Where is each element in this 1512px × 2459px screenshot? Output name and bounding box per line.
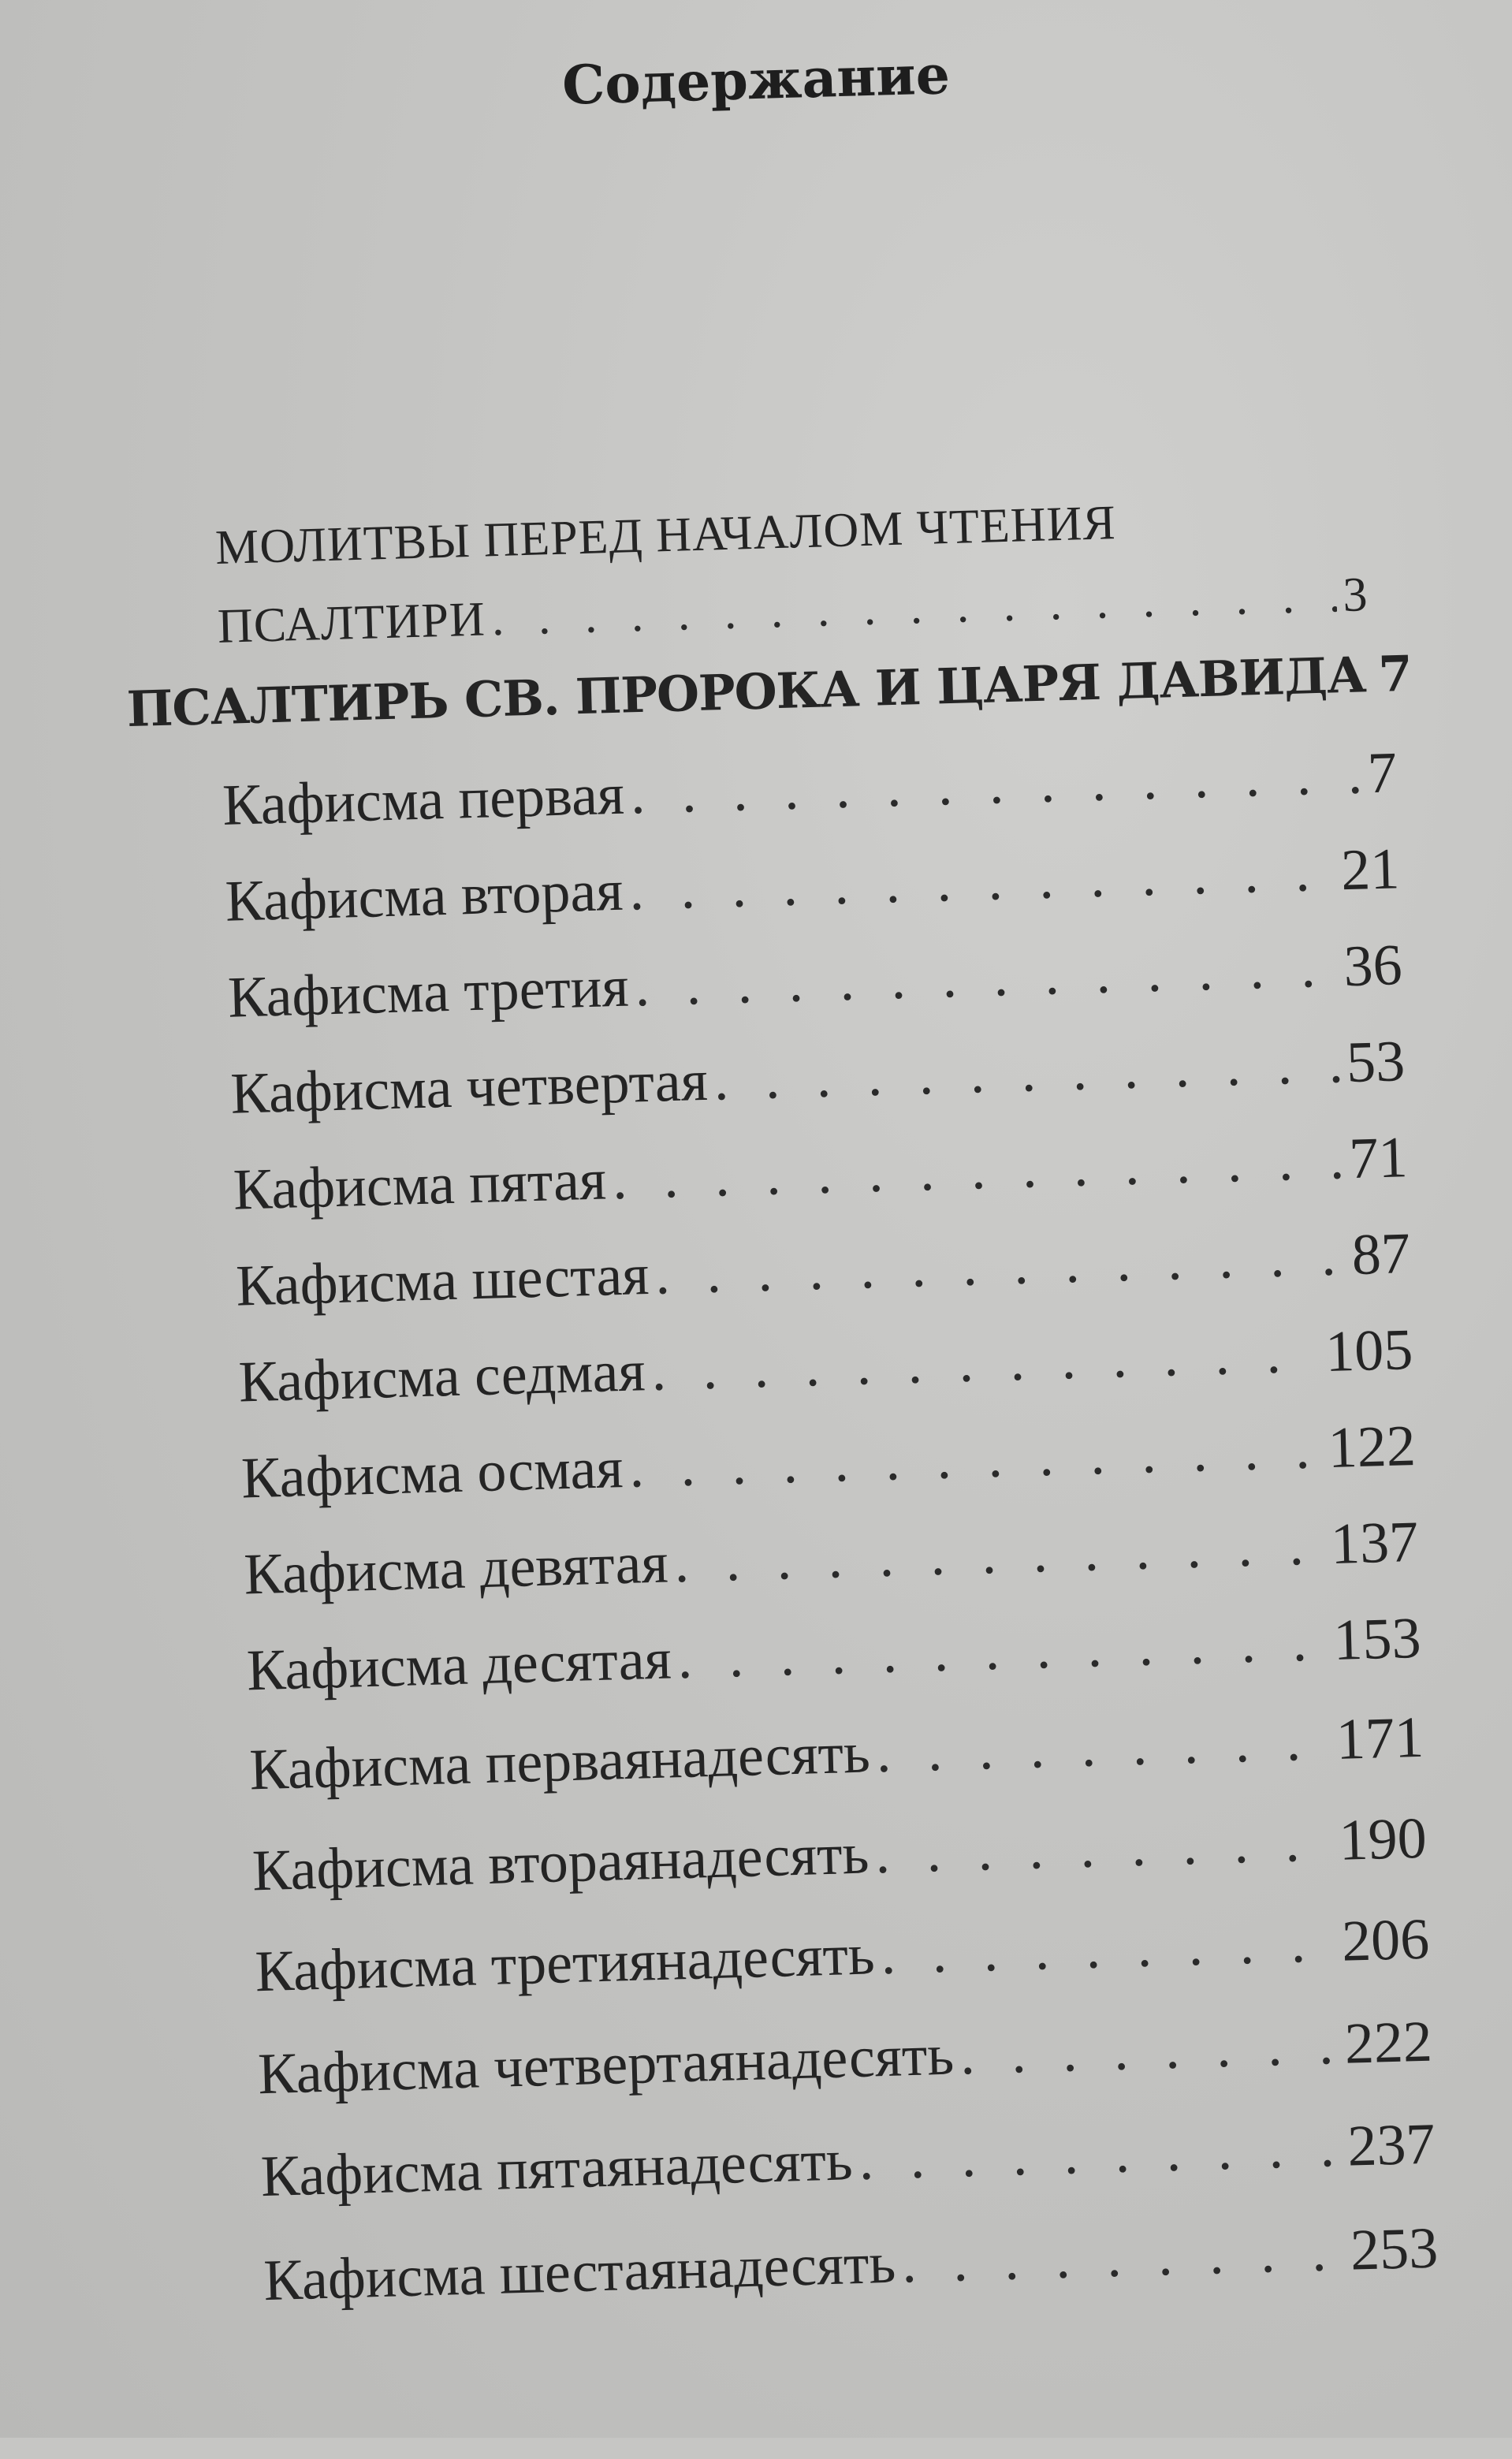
toc-page-number: 253 xyxy=(1349,2215,1439,2283)
dot-leader xyxy=(491,568,1338,647)
toc-page-number: 87 xyxy=(1350,1221,1411,1288)
toc-entry-psalter xyxy=(125,644,1413,739)
toc-entry-label: Кафисма четвертая xyxy=(229,1048,709,1127)
toc-entry-kathisma xyxy=(240,1413,1417,1513)
toc-page-number: 190 xyxy=(1338,1805,1428,1873)
toc-entry-kathisma xyxy=(222,740,1398,840)
page-title: Содержание xyxy=(561,43,951,117)
toc-page-number: 71 xyxy=(1348,1125,1409,1192)
toc-entry-label: Кафисма седмая xyxy=(237,1339,646,1415)
toc-page-number: 122 xyxy=(1327,1413,1417,1481)
toc-page-number: 3 xyxy=(1342,568,1369,623)
toc-entry-kathisma xyxy=(255,1906,1431,2006)
toc-entry-label: Кафисма третия xyxy=(227,954,630,1030)
dot-leader xyxy=(628,1415,1323,1502)
toc-entry-kathisma xyxy=(238,1317,1414,1417)
toc-entry-kathisma xyxy=(246,1605,1422,1705)
toc-entry-prayers xyxy=(217,567,1369,655)
dot-leader xyxy=(874,1808,1334,1887)
toc-page-number: 153 xyxy=(1332,1605,1422,1673)
toc-entry-label: Кафисма втораянадесять xyxy=(251,1821,870,1904)
dot-leader xyxy=(634,933,1339,1020)
toc-page-number: 206 xyxy=(1341,1906,1431,1974)
toc-page-number: 7 xyxy=(1377,644,1413,703)
toc-entry-label: Кафисма десятая xyxy=(245,1626,672,1704)
toc-entry-label: Кафисма пятая xyxy=(232,1147,608,1223)
toc-entry-kathisma xyxy=(233,1124,1409,1224)
dot-leader xyxy=(858,2114,1342,2194)
toc-entry-kathisma xyxy=(243,1509,1419,1609)
dot-leader xyxy=(673,1511,1325,1596)
toc-entry-label: Кафисма перваянадесять xyxy=(248,1720,871,1803)
toc-page-number: 137 xyxy=(1329,1509,1420,1577)
toc-entry-kathisma xyxy=(225,836,1401,936)
dot-leader xyxy=(880,1909,1336,1988)
toc-entry-label: Кафисма третиянадесять xyxy=(254,1922,876,2005)
dot-leader xyxy=(713,1030,1341,1114)
toc-entry-label: Кафисма шестаянадесять xyxy=(263,2230,897,2314)
toc-entry-label: Кафисма четвертаянадесять xyxy=(257,2022,955,2107)
dot-leader xyxy=(1371,646,1372,703)
toc-entry-prayers-line1: МОЛИТВЫ ПЕРЕД НАЧАЛОМ ЧТЕНИЯ xyxy=(214,496,1117,575)
toc-entry-label: Кафисма шестая xyxy=(235,1243,650,1319)
toc-entry-label: Кафисма девятая xyxy=(243,1530,669,1608)
dot-leader xyxy=(650,1319,1320,1405)
toc-page-number: 171 xyxy=(1335,1705,1425,1772)
toc-entry-label: Кафисма осмая xyxy=(240,1436,624,1511)
toc-entry-kathisma xyxy=(248,1705,1424,1805)
toc-page-number: 7 xyxy=(1366,740,1398,807)
dot-leader xyxy=(901,2218,1345,2297)
toc-page-number: 222 xyxy=(1343,2009,1433,2077)
dot-leader xyxy=(959,2011,1339,2088)
toc-page-number: 53 xyxy=(1345,1029,1406,1096)
toc-entry-label: Кафисма первая xyxy=(222,762,625,838)
toc-entry-kathisma xyxy=(257,2009,1433,2109)
toc-entry-kathisma xyxy=(235,1220,1411,1321)
toc-entry-kathisma xyxy=(260,2111,1436,2211)
toc-page-number: 36 xyxy=(1343,933,1403,1000)
toc-entry-kathisma xyxy=(229,1028,1406,1128)
dot-leader xyxy=(612,1126,1344,1213)
dot-leader xyxy=(875,1707,1331,1787)
dot-leader xyxy=(654,1222,1346,1308)
toc-entry-kathisma xyxy=(263,2215,1439,2316)
toc-entry-kathisma xyxy=(251,1805,1428,1906)
dot-leader xyxy=(630,741,1362,829)
dot-leader xyxy=(676,1608,1328,1693)
toc-page-number: 237 xyxy=(1346,2111,1436,2179)
toc-entry-kathisma xyxy=(227,932,1403,1032)
toc-entry-label: ПСАЛТИРЬ СВ. ПРОРОКА И ЦАРЯ ДАВИДА xyxy=(125,646,1367,739)
toc-page-number: 21 xyxy=(1340,836,1401,903)
dot-leader xyxy=(628,838,1335,925)
toc-entry-label: Кафисма вторая xyxy=(224,858,624,934)
toc-entry-label: ПСАЛТИРИ xyxy=(217,592,486,654)
toc-entry-label: Кафисма пятаянадесять xyxy=(259,2128,854,2210)
toc-page-number: 105 xyxy=(1324,1317,1414,1385)
